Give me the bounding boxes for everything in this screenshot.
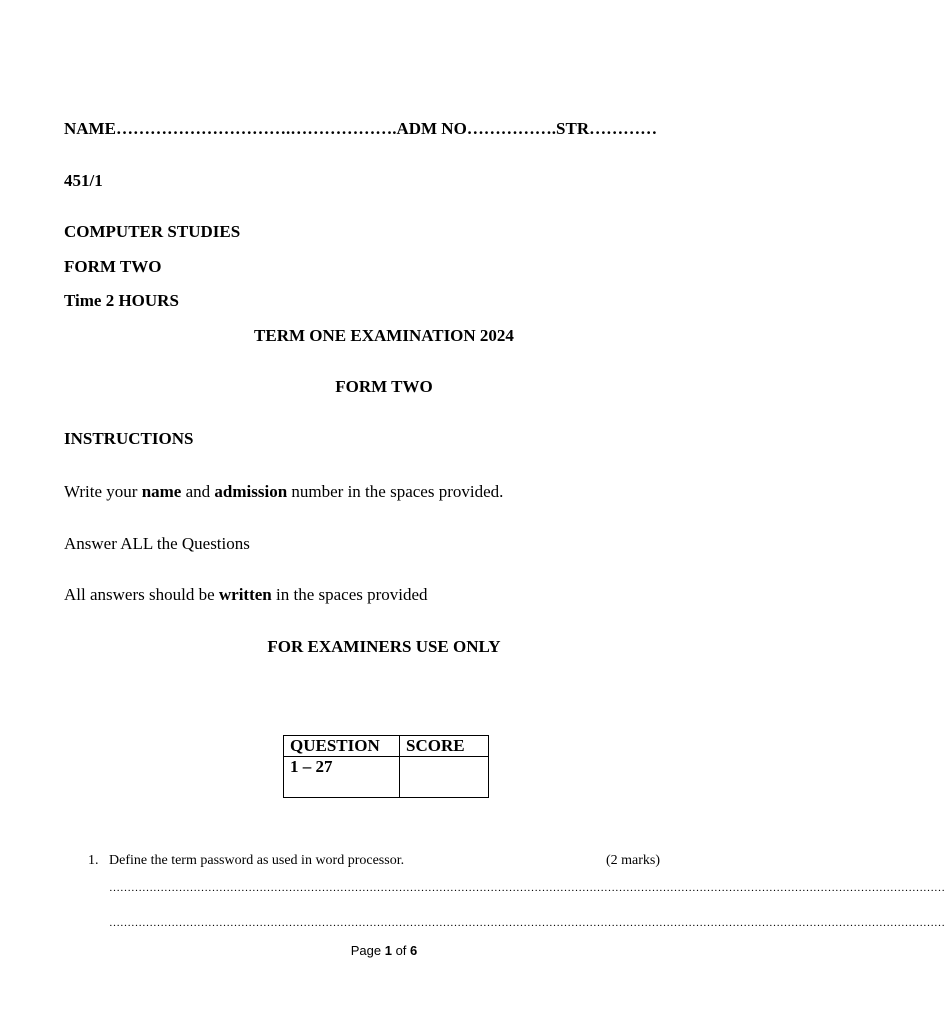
form-label: FORM TWO bbox=[64, 257, 162, 276]
instruction-1-post: number in the spaces provided. bbox=[287, 482, 504, 501]
footer-page-number: 1 bbox=[384, 943, 392, 958]
answer-line-2[interactable]: ………………………………………………………………………………………………………………………………………………………………………………………………………… bbox=[109, 917, 945, 929]
question-1-marks: (2 marks) bbox=[606, 853, 661, 868]
name-adm-line: NAME………………………….……………….ADM NO…………….STR………… bbox=[64, 119, 658, 138]
page-footer bbox=[0, 943, 768, 958]
subject-title: COMPUTER STUDIES bbox=[64, 222, 241, 241]
instruction-1-admission: admission bbox=[214, 482, 288, 501]
instruction-3-pre: All answers should be bbox=[64, 585, 219, 604]
instruction-1-name: name bbox=[141, 482, 182, 501]
question-1-text: Define the term password as used in word processor. bbox=[109, 853, 405, 868]
cell-score[interactable] bbox=[400, 757, 489, 798]
instruction-1-mid: and bbox=[181, 482, 215, 501]
instruction-3-post: in the spaces provided bbox=[271, 585, 428, 604]
examiners-heading: FOR EXAMINERS USE ONLY bbox=[267, 637, 501, 656]
footer-page-label: Page bbox=[350, 943, 382, 958]
question-1-number: 1. bbox=[88, 853, 99, 868]
instruction-3-written: written bbox=[218, 585, 272, 604]
instructions-heading: INSTRUCTIONS bbox=[64, 429, 194, 448]
footer-page-total: 6 bbox=[410, 943, 418, 958]
footer-of-label: of bbox=[395, 943, 407, 958]
header-question: QUESTION bbox=[284, 736, 400, 757]
exam-title: TERM ONE EXAMINATION 2024 bbox=[254, 326, 514, 345]
paper-code: 451/1 bbox=[64, 171, 103, 190]
instruction-3 bbox=[64, 585, 428, 605]
instruction-1-pre: Write your bbox=[64, 482, 142, 501]
instruction-2: Answer ALL the Questions bbox=[64, 534, 250, 553]
header-score: SCORE bbox=[400, 736, 489, 757]
exam-form: FORM TWO bbox=[335, 377, 433, 396]
score-table-header bbox=[284, 736, 489, 757]
instruction-1 bbox=[64, 482, 503, 502]
time-label: Time 2 HOURS bbox=[64, 291, 179, 310]
cell-question-range: 1 – 27 bbox=[284, 757, 400, 798]
table-row bbox=[284, 757, 489, 798]
answer-line-1[interactable]: ………………………………………………………………………………………………………………………………………………………………………………………………………… bbox=[109, 882, 945, 894]
score-table bbox=[283, 735, 489, 798]
